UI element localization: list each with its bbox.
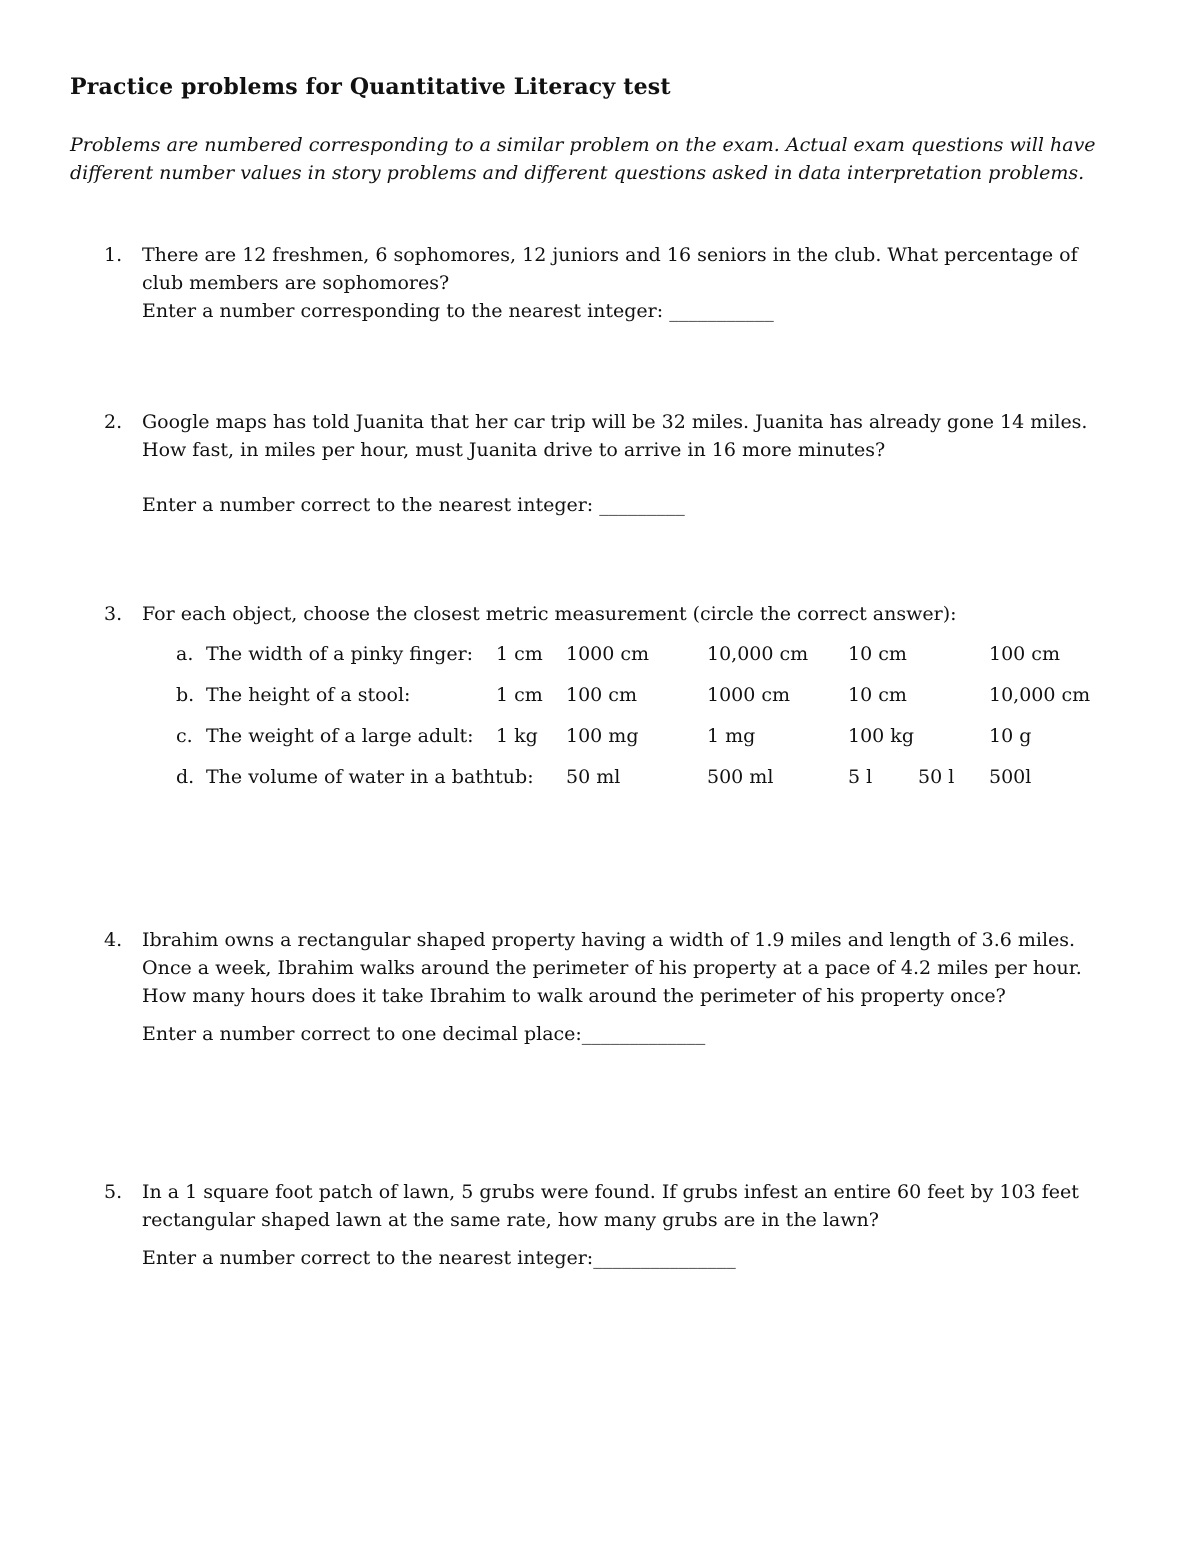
answer-option[interactable]: 100 mg: [566, 725, 639, 747]
problem-text: club members are sophomores?: [142, 272, 450, 294]
answer-option[interactable]: 1000 cm: [566, 643, 650, 665]
answer-option[interactable]: 1 kg: [496, 725, 538, 747]
problem-text: rectangular shaped lawn at the same rate, how many grubs are in the lawn?: [142, 1209, 879, 1231]
answer-option[interactable]: 100 cm: [989, 643, 1060, 665]
answer-prompt: Enter a number correct to the nearest integer:_______________: [142, 1247, 736, 1269]
item-label: The width of a pinky finger:: [206, 643, 474, 665]
answer-option[interactable]: 1 cm: [496, 684, 543, 706]
answer-option[interactable]: 500 ml: [707, 766, 774, 788]
problem-body: [142, 926, 1142, 1048]
answer-option[interactable]: 10 cm: [848, 643, 907, 665]
answer-option[interactable]: 500l: [989, 766, 1032, 788]
problem-text: Google maps has told Juanita that her car trip will be 32 miles. Juanita has already gone 14 miles.: [142, 411, 1088, 433]
problem-body: [142, 241, 1142, 325]
measurement-item-d: [0, 766, 1200, 796]
answer-prompt: Enter a number corresponding to the nearest integer: ___________: [142, 300, 774, 322]
answer-option[interactable]: 10,000 cm: [989, 684, 1091, 706]
answer-option[interactable]: 50 l: [918, 766, 955, 788]
answer-option[interactable]: 10 g: [989, 725, 1032, 747]
measurement-item-b: [0, 684, 1200, 714]
intro-line: different number values in story problems and different questions asked in data interpretation problems.: [70, 162, 1085, 184]
problem-text: In a 1 square foot patch of lawn, 5 grubs were found. If grubs infest an entire 60 feet by 103 feet: [142, 1181, 1079, 1203]
problem-text: Once a week, Ibrahim walks around the perimeter of his property at a pace of 4.2 miles per hour.: [142, 957, 1082, 979]
problem-body: [142, 408, 1142, 519]
answer-prompt: Enter a number correct to one decimal place:_____________: [142, 1023, 706, 1045]
intro-line: Problems are numbered corresponding to a similar problem on the exam. Actual exam questions will have: [70, 134, 1096, 156]
answer-option[interactable]: 10,000 cm: [707, 643, 809, 665]
problem-text: There are 12 freshmen, 6 sophomores, 12 juniors and 16 seniors in the club. What percentage of: [142, 244, 1078, 266]
problem-text: How many hours does it take Ibrahim to walk around the perimeter of his property once?: [142, 985, 1006, 1007]
problem-number: 5.: [104, 1181, 123, 1203]
answer-option[interactable]: 1 mg: [707, 725, 756, 747]
item-label: The volume of water in a bathtub:: [206, 766, 534, 788]
item-label: The height of a stool:: [206, 684, 411, 706]
item-letter: b.: [176, 684, 195, 706]
problem-number: 1.: [104, 244, 123, 266]
document-title: Practice problems for Quantitative Literacy test: [70, 74, 671, 100]
problem-body: [142, 600, 1142, 628]
item-letter: c.: [176, 725, 193, 747]
measurement-item-a: [0, 643, 1200, 673]
answer-option[interactable]: 50 ml: [566, 766, 621, 788]
answer-option[interactable]: 100 cm: [566, 684, 637, 706]
problem-number: 2.: [104, 411, 123, 433]
answer-option[interactable]: 1000 cm: [707, 684, 791, 706]
answer-option[interactable]: 10 cm: [848, 684, 907, 706]
problem-text: Ibrahim owns a rectangular shaped property having a width of 1.9 miles and length of 3.6 miles.: [142, 929, 1076, 951]
problem-number: 3.: [104, 603, 123, 625]
answer-option[interactable]: 5 l: [848, 766, 873, 788]
problem-text: How fast, in miles per hour, must Juanita drive to arrive in 16 more minutes?: [142, 439, 886, 461]
item-label: The weight of a large adult:: [206, 725, 474, 747]
intro-paragraph: [70, 131, 1130, 187]
problem-body: [142, 1178, 1142, 1272]
problem-text: For each object, choose the closest metric measurement (circle the correct answer):: [142, 603, 957, 625]
answer-option[interactable]: 1 cm: [496, 643, 543, 665]
problem-number: 4.: [104, 929, 123, 951]
measurement-item-c: [0, 725, 1200, 755]
item-letter: a.: [176, 643, 194, 665]
answer-option[interactable]: 100 kg: [848, 725, 914, 747]
answer-prompt: Enter a number correct to the nearest integer: _________: [142, 494, 685, 516]
item-letter: d.: [176, 766, 195, 788]
